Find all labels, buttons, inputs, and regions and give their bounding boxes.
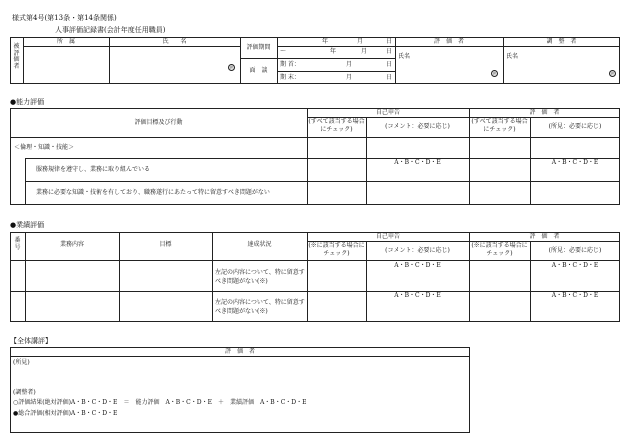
ability-item-2: 業務に必要な知識・技術を有しており、職務遂行にあたって特に留意すべき問題がない xyxy=(36,189,270,196)
performance-content-header: 業務内容 xyxy=(59,241,84,248)
overall-result-line: ○評価結果(絶対評価)A・B・C・D・E ＝ 能力評価 A・B・C・D・E ＋ 業績評価 A・B・C・D・E xyxy=(13,399,307,406)
performance-status-header: 達成状況 xyxy=(247,241,272,248)
adjuster-seal-icon: ㊞ xyxy=(610,72,615,77)
performance-evaluator-grade-1[interactable]: A・B・C・D・E xyxy=(551,262,599,269)
name-label: 氏 名 xyxy=(162,38,187,45)
performance-self-grade-2[interactable]: A・B・C・D・E xyxy=(394,292,441,299)
ability-evaluator-opinion-note: (所見：必要に応じ) xyxy=(548,123,602,130)
evaluatee-label: 被評価者 xyxy=(13,43,20,70)
ability-self-report-header: 自己申告 xyxy=(375,109,400,116)
ability-self-check-note: (すべて該当する場合にチェック) xyxy=(308,118,365,133)
period-label: 評価期間 xyxy=(246,44,271,51)
interview-end-label: 期 末： xyxy=(280,74,300,81)
period-year-top: 年 xyxy=(322,38,329,45)
performance-no-header: 番号 xyxy=(14,237,21,251)
overall-adjuster-label: (調整者) xyxy=(13,389,36,396)
interview-begin-day: 日 xyxy=(386,61,393,68)
period-year-bottom: 年 xyxy=(330,48,337,55)
ability-category: ＜倫理・知識・技能＞ xyxy=(14,144,75,151)
interview-end-month: 月 xyxy=(346,74,353,81)
evaluator-name-label: 氏名 xyxy=(398,53,411,60)
evaluatee-seal-icon: ㊞ xyxy=(229,66,234,71)
performance-evaluator-header: 評 価 者 xyxy=(529,233,560,240)
interview-begin-month: 月 xyxy=(346,61,353,68)
period-tilde: ～ xyxy=(280,48,287,55)
ability-evaluator-check-note: (すべて該当する場合にチェック) xyxy=(471,118,528,133)
performance-evaluator-grade-2[interactable]: A・B・C・D・E xyxy=(551,292,599,299)
period-day-top: 日 xyxy=(386,38,393,45)
performance-evaluator-check-note: (※に該当する場合にチェック) xyxy=(471,242,528,257)
overall-opinion-label: (所見) xyxy=(13,359,30,366)
affiliation-label: 所 属 xyxy=(56,38,75,45)
ability-evaluator-header: 評 価 者 xyxy=(529,109,560,116)
period-month-bottom: 月 xyxy=(361,48,368,55)
period-day-bottom: 日 xyxy=(386,48,393,55)
performance-self-check-note: (※に該当する場合にチェック) xyxy=(308,242,365,257)
performance-goal-header: 目標 xyxy=(159,241,172,248)
period-month-top: 月 xyxy=(357,38,364,45)
ability-self-comment-note: (コメント：必要に応じ) xyxy=(385,123,450,130)
performance-status-text-2: 左記の内容について、特に留意すべき問題がない(※) xyxy=(215,299,305,315)
interview-begin-label: 期 首： xyxy=(280,61,300,68)
form-title: 人事評価記録書(会計年度任用職員) xyxy=(55,26,166,34)
overall-section-title: 【全体講評】 xyxy=(10,337,52,345)
performance-self-grade-1[interactable]: A・B・C・D・E xyxy=(394,262,441,269)
performance-section-title: ●業績評価 xyxy=(10,221,45,229)
adjuster-name-label: 氏名 xyxy=(506,53,519,60)
evaluator-seal-icon: ㊞ xyxy=(492,72,497,77)
performance-evaluator-opinion-note: (所見：必要に応じ) xyxy=(548,247,602,254)
ability-self-grade-1[interactable]: A・B・C・D・E xyxy=(394,159,441,166)
interview-label: 面 談 xyxy=(249,67,268,74)
overall-relative-line: ●総合評価(相対評価)A・B・C・D・E xyxy=(13,410,118,417)
adjuster-header: 調 整 者 xyxy=(546,38,577,45)
interview-end-day: 日 xyxy=(386,74,393,81)
performance-self-comment-note: (コメント：必要に応じ) xyxy=(385,247,450,254)
ability-evaluator-grade-1[interactable]: A・B・C・D・E xyxy=(551,159,599,166)
ability-section-title: ●能力評価 xyxy=(10,98,45,106)
performance-status-text-1: 左記の内容について、特に留意すべき問題がない(※) xyxy=(215,269,305,285)
ability-item-1: 服務規律を遵守し、業務に取り組んでいる xyxy=(36,166,151,173)
overall-evaluator-header: 評 価 者 xyxy=(224,348,255,355)
form-number: 様式第4号(第13条・第14条関係) xyxy=(12,14,117,22)
ability-goals-header: 評価目標及び行動 xyxy=(134,119,183,126)
evaluator-header: 評 価 者 xyxy=(433,38,464,45)
performance-self-report-header: 自己申告 xyxy=(375,233,400,240)
